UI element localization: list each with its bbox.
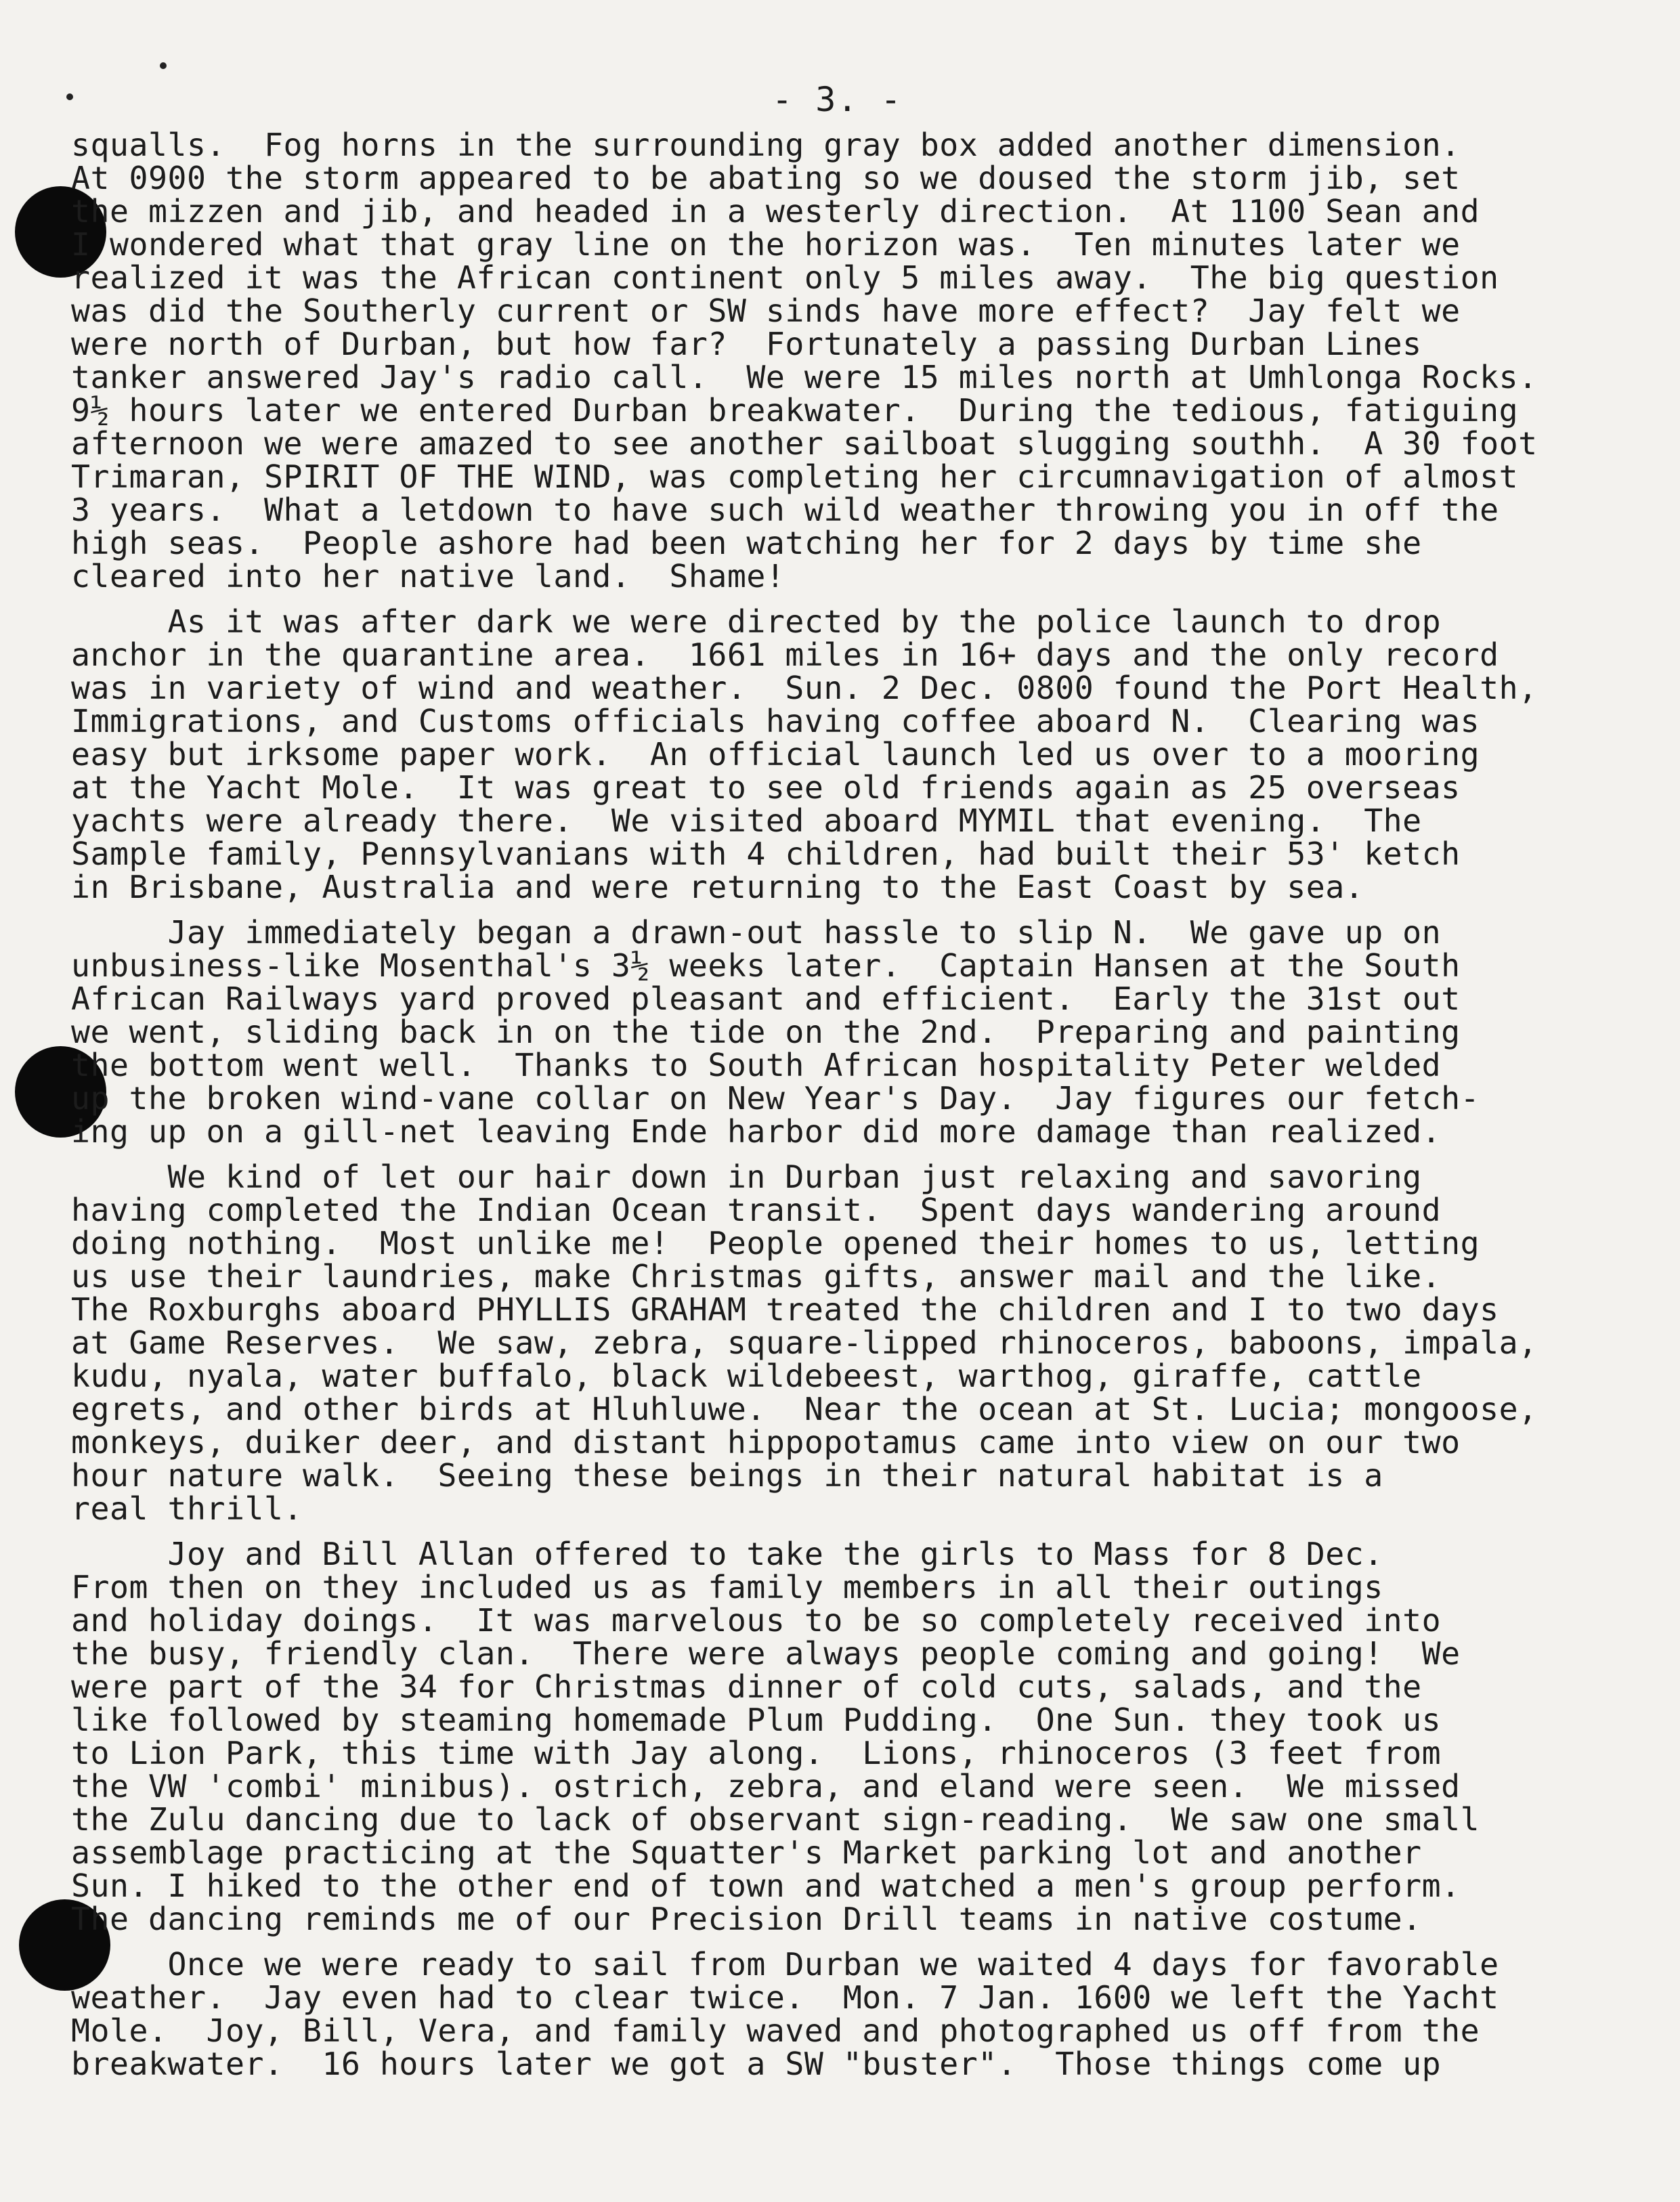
paragraph (71, 916, 1649, 1148)
text-line: squalls. Fog horns in the surrounding gray box added another dimension. (71, 127, 1461, 163)
typed-letter-body (71, 129, 1649, 2093)
text-line: At 0900 the storm appeared to be abating so we doused the storm jib, set (71, 160, 1461, 196)
text-line: The dancing reminds me of our Precision Drill teams in native costume. (71, 1901, 1422, 1937)
text-line: The Roxburghs aboard PHYLLIS GRAHAM treated the children and I to two days (71, 1291, 1499, 1328)
text-line: Jay immediately began a drawn-out hassle to slip N. We gave up on (71, 914, 1442, 951)
paragraph (71, 1948, 1649, 2081)
text-line: 9½ hours later we entered Durban breakwater. During the tedious, fatiguing (71, 392, 1519, 429)
text-line: us use their laundries, make Christmas gifts, answer mail and the like. (71, 1258, 1442, 1295)
text-line: ing up on a gill-net leaving Ende harbor did more damage than realized. (71, 1113, 1442, 1150)
text-line: having completed the Indian Ocean transit. Spent days wandering around (71, 1192, 1442, 1228)
text-line: weather. Jay even had to clear twice. Mon. 7 Jan. 1600 we left the Yacht (71, 1979, 1499, 2016)
text-line: assemblage practicing at the Squatter's Market parking lot and another (71, 1834, 1422, 1871)
text-line: the mizzen and jib, and headed in a westerly direction. At 1100 Sean and (71, 193, 1480, 230)
text-line: As it was after dark we were directed by the police launch to drop (71, 603, 1442, 640)
text-line: I wondered what that gray line on the horizon was. Ten minutes later we (71, 226, 1461, 263)
text-line: easy but irksome paper work. An official launch led us over to a mooring (71, 736, 1480, 773)
text-line: tanker answered Jay's radio call. We were 15 miles north at Umhlonga Rocks. (71, 359, 1538, 395)
text-line: hour nature walk. Seeing these beings in their natural habitat is a (71, 1457, 1383, 1494)
paragraph (71, 1538, 1649, 1936)
text-line: high seas. People ashore had been watching her for 2 days by time she (71, 525, 1422, 561)
text-line: like followed by steaming homemade Plum Pudding. One Sun. they took us (71, 1702, 1442, 1738)
text-line: cleared into her native land. Shame! (71, 558, 785, 595)
text-line: was in variety of wind and weather. Sun. 2 Dec. 0800 found the Port Health, (71, 670, 1538, 706)
text-line: African Railways yard proved pleasant and efficient. Early the 31st out (71, 980, 1461, 1017)
text-line: Immigrations, and Customs officials having coffee aboard N. Clearing was (71, 703, 1480, 739)
text-line: at Game Reserves. We saw, zebra, square-lipped rhinoceros, baboons, impala, (71, 1324, 1538, 1361)
ink-speck (160, 62, 167, 69)
text-line: in Brisbane, Australia and were returning to the East Coast by sea. (71, 869, 1364, 905)
text-line: real thrill. (71, 1490, 303, 1527)
text-line: the VW 'combi' minibus). ostrich, zebra, and eland were seen. We missed (71, 1768, 1461, 1805)
text-line: Sample family, Pennsylvanians with 4 children, had built their 53' ketch (71, 836, 1461, 872)
text-line: the busy, friendly clan. There were always people coming and going! We (71, 1635, 1461, 1672)
text-line: kudu, nyala, water buffalo, black wildebeest, warthog, giraffe, cattle (71, 1358, 1422, 1394)
text-line: 3 years. What a letdown to have such wild weather throwing you in off the (71, 492, 1499, 528)
text-line: unbusiness-like Mosenthal's 3½ weeks later. Captain Hansen at the South (71, 947, 1461, 984)
text-line: the bottom went well. Thanks to South African hospitality Peter welded (71, 1047, 1442, 1083)
text-line: Mole. Joy, Bill, Vera, and family waved and photographed us off from the (71, 2012, 1480, 2049)
text-line: we went, sliding back in on the tide on the 2nd. Preparing and painting (71, 1014, 1461, 1050)
paragraph (71, 605, 1649, 904)
page-number: - 3. - (772, 80, 903, 119)
text-line: Joy and Bill Allan offered to take the girls to Mass for 8 Dec. (71, 1536, 1383, 1572)
ink-speck (66, 93, 73, 100)
text-line: to Lion Park, this time with Jay along. Lions, rhinoceros (3 feet from (71, 1735, 1442, 1771)
text-line: and holiday doings. It was marvelous to be so completely received into (71, 1602, 1442, 1639)
text-line: were part of the 34 for Christmas dinner of cold cuts, salads, and the (71, 1668, 1422, 1705)
text-line: We kind of let our hair down in Durban just relaxing and savoring (71, 1159, 1422, 1195)
text-line: realized it was the African continent only 5 miles away. The big question (71, 259, 1499, 296)
text-line: were north of Durban, but how far? Fortunately a passing Durban Lines (71, 326, 1422, 362)
text-line: doing nothing. Most unlike me! People opened their homes to us, letting (71, 1225, 1480, 1261)
text-line: Sun. I hiked to the other end of town and watched a men's group perform. (71, 1868, 1461, 1904)
text-line: monkeys, duiker deer, and distant hippopotamus came into view on our two (71, 1424, 1461, 1461)
text-line: at the Yacht Mole. It was great to see old friends again as 25 overseas (71, 769, 1461, 806)
paragraph (71, 1161, 1649, 1526)
text-line: Trimaran, SPIRIT OF THE WIND, was completing her circumnavigation of almost (71, 458, 1519, 495)
text-line: breakwater. 16 hours later we got a SW "buster". Those things come up (71, 2046, 1442, 2082)
text-line: afternoon we were amazed to see another sailboat slugging southh. A 30 foot (71, 425, 1538, 462)
paragraph (71, 129, 1649, 593)
text-line: the Zulu dancing due to lack of observant sign-reading. We saw one small (71, 1801, 1480, 1838)
text-line: up the broken wind-vane collar on New Year's Day. Jay figures our fetch- (71, 1080, 1480, 1117)
text-line: Once we were ready to sail from Durban we waited 4 days for favorable (71, 1946, 1499, 1983)
text-line: egrets, and other birds at Hluhluwe. Near the ocean at St. Lucia; mongoose, (71, 1391, 1538, 1427)
text-line: From then on they included us as family members in all their outings (71, 1569, 1383, 1605)
text-line: yachts were already there. We visited aboard MYMIL that evening. The (71, 802, 1422, 839)
text-line: was did the Southerly current or SW sinds have more effect? Jay felt we (71, 293, 1461, 329)
text-line: anchor in the quarantine area. 1661 miles in 16+ days and the only record (71, 636, 1499, 673)
